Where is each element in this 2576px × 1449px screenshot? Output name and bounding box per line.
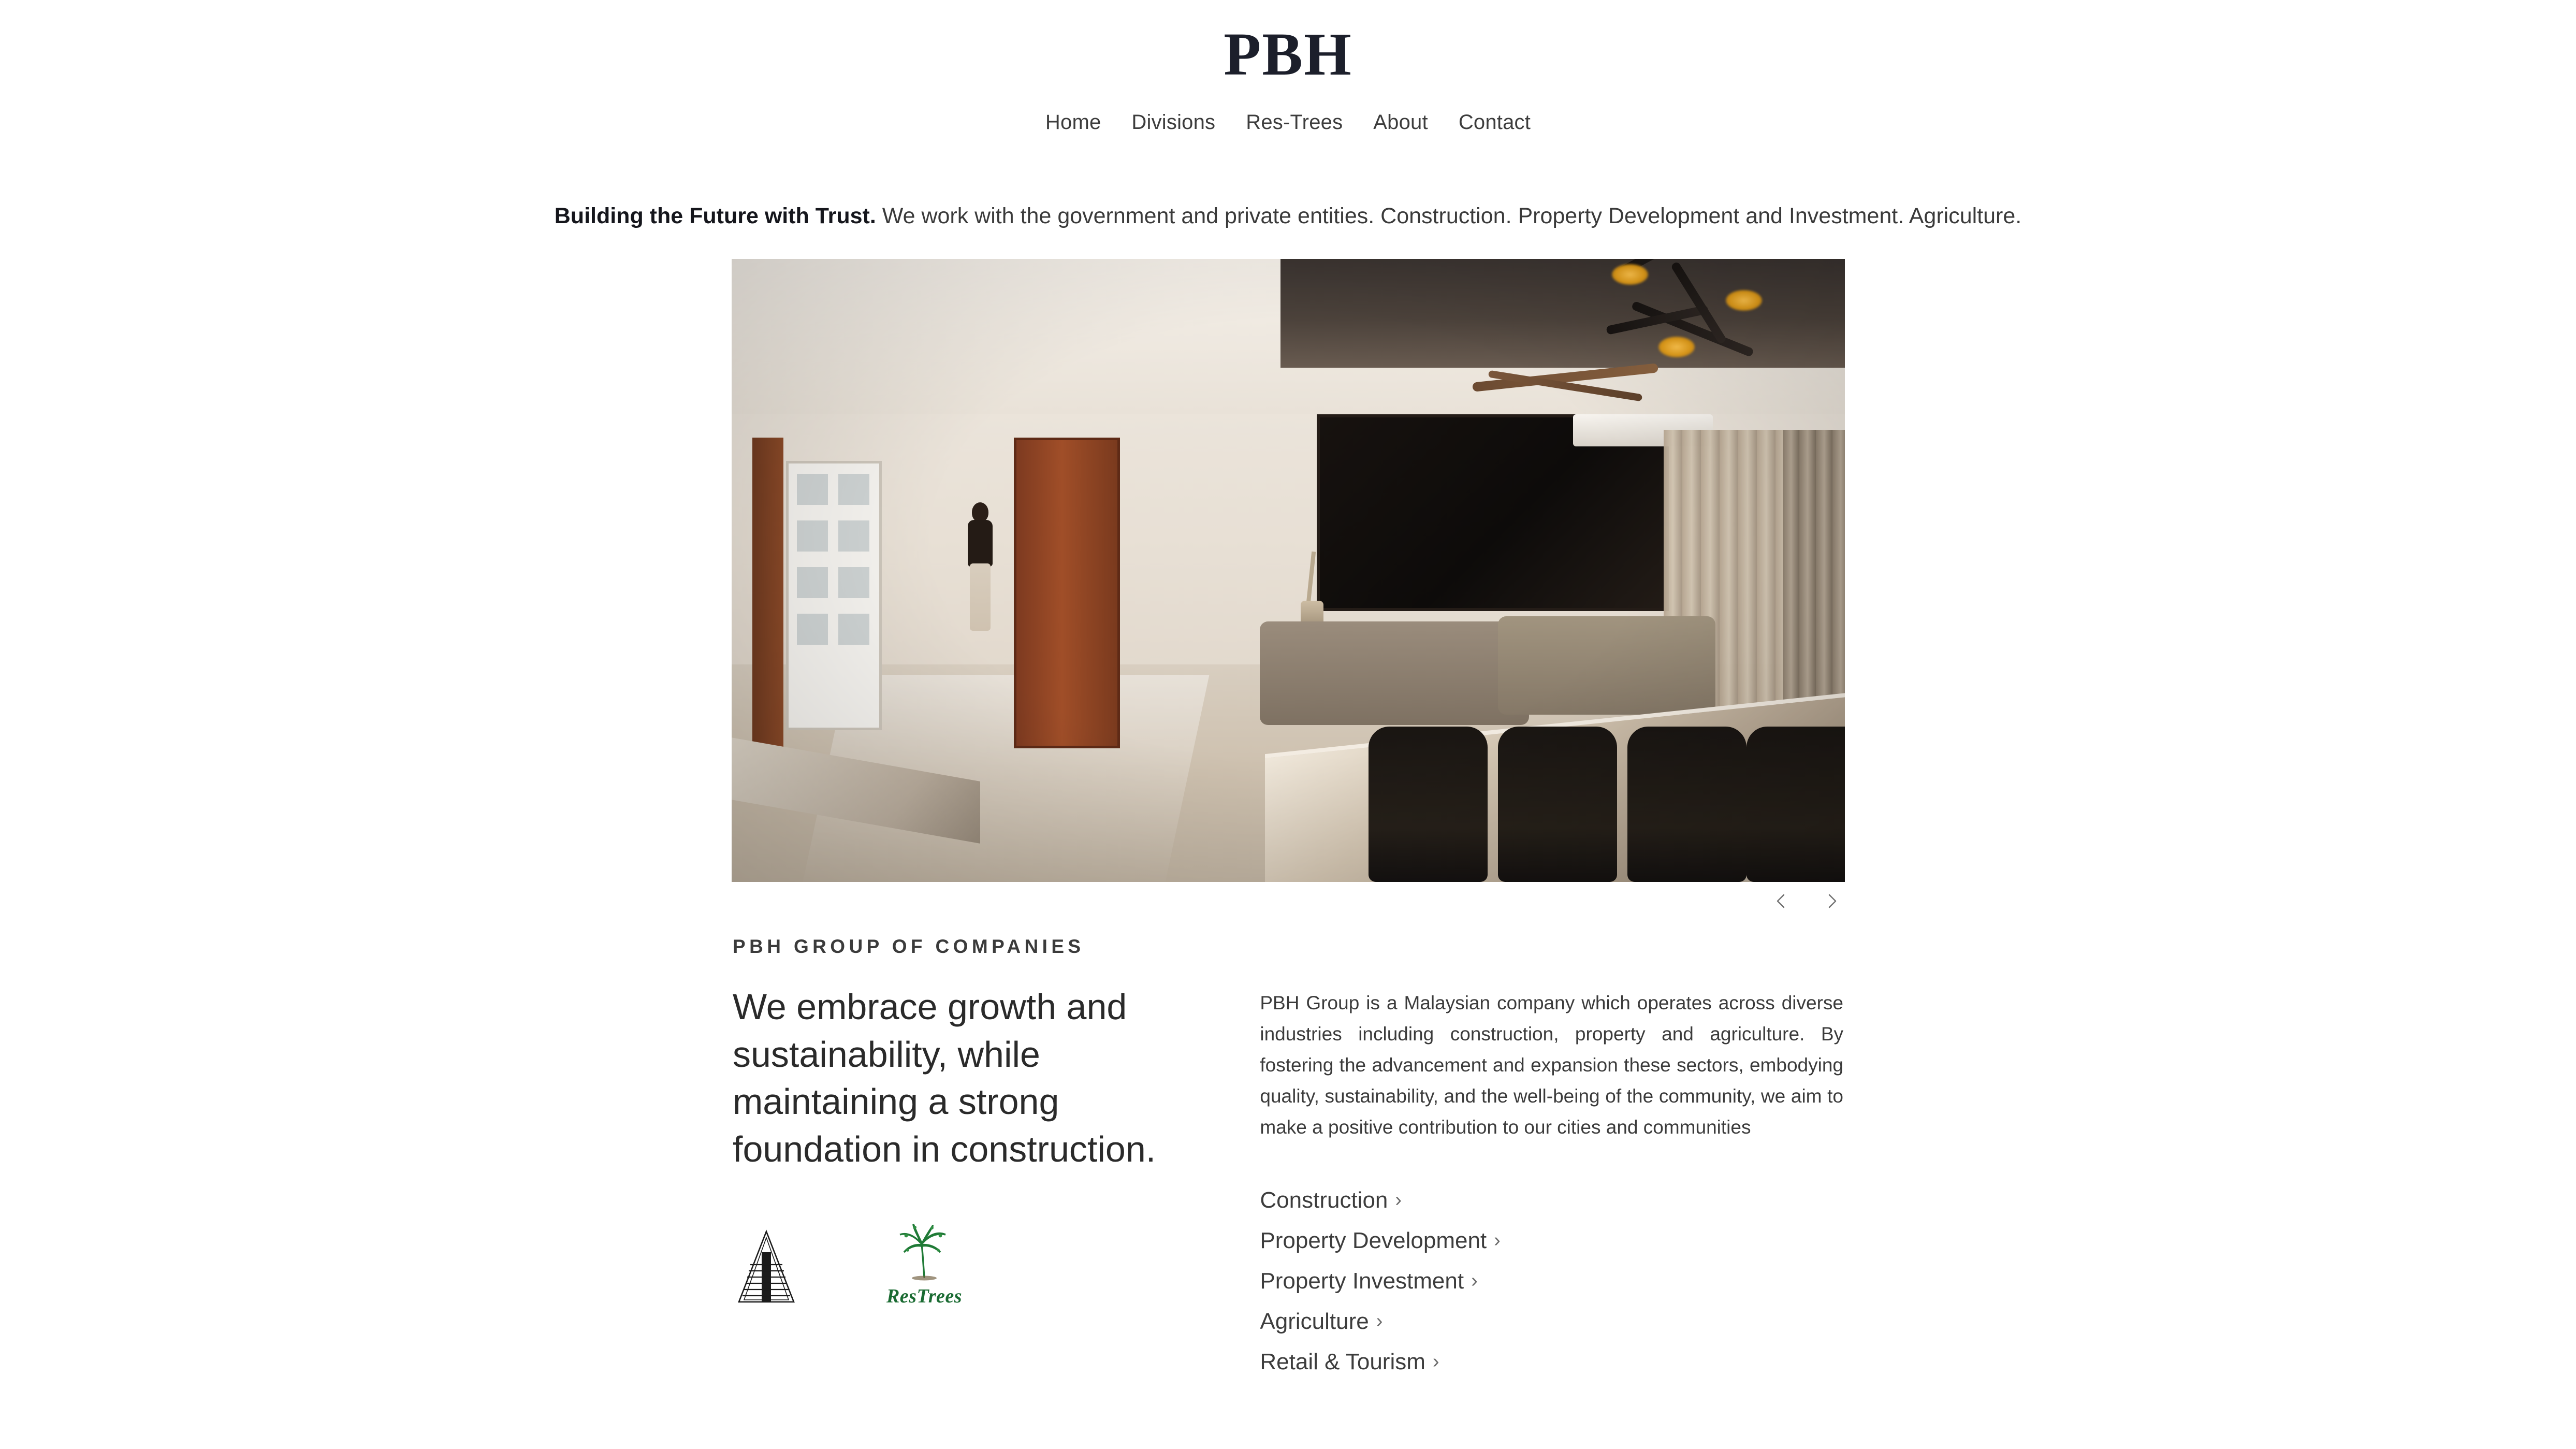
pbh-emblem-logo[interactable] bbox=[733, 1228, 800, 1306]
wooden-entrance-door bbox=[1014, 438, 1120, 748]
site-logo[interactable]: PBH bbox=[1224, 20, 1352, 88]
person-standing bbox=[965, 502, 996, 632]
division-label-construction: Construction bbox=[1260, 1187, 1388, 1213]
division-links bbox=[1260, 1187, 1843, 1375]
dining-chair-4 bbox=[1747, 727, 1845, 882]
chevron-right-icon: › bbox=[1471, 1269, 1478, 1292]
site-header bbox=[0, 0, 2576, 134]
company-logos bbox=[733, 1223, 1177, 1306]
about-right-column bbox=[1260, 983, 1843, 1375]
hero-tagline bbox=[0, 200, 2576, 232]
decorative-vase bbox=[1293, 552, 1330, 629]
chandelier-icon bbox=[1596, 259, 1814, 399]
division-link-construction[interactable] bbox=[1260, 1187, 1402, 1213]
nav-item-divisions[interactable]: Divisions bbox=[1131, 111, 1216, 134]
division-link-agriculture[interactable] bbox=[1260, 1309, 1382, 1335]
division-label-property-development: Property Development bbox=[1260, 1227, 1487, 1253]
about-grid bbox=[733, 983, 1843, 1375]
restrees-wordmark: ResTrees bbox=[886, 1285, 963, 1307]
about-eyebrow: PBH GROUP OF COMPANIES bbox=[733, 936, 1085, 958]
sofa-right bbox=[1498, 616, 1715, 715]
chevron-right-icon[interactable] bbox=[1820, 890, 1843, 912]
dining-chair-3 bbox=[1627, 727, 1747, 882]
division-label-retail-tourism: Retail & Tourism bbox=[1260, 1349, 1425, 1374]
chevron-left-icon[interactable] bbox=[1770, 890, 1793, 912]
chevron-right-icon: › bbox=[1395, 1189, 1402, 1211]
chevron-right-icon: › bbox=[1494, 1229, 1501, 1251]
division-link-property-investment[interactable] bbox=[1260, 1268, 1477, 1294]
about-section bbox=[0, 936, 2576, 1375]
chevron-right-icon: › bbox=[1432, 1350, 1439, 1372]
white-panel-door bbox=[786, 461, 882, 730]
division-label-property-investment: Property Investment bbox=[1260, 1268, 1464, 1294]
door-frame bbox=[752, 438, 783, 748]
sofa-left bbox=[1260, 621, 1529, 725]
about-left-column bbox=[733, 983, 1177, 1375]
nav-item-about[interactable]: About bbox=[1373, 111, 1428, 134]
dining-chair-1 bbox=[1369, 727, 1488, 882]
slider-controls bbox=[1770, 890, 1843, 912]
nav-item-contact[interactable]: Contact bbox=[1458, 111, 1531, 134]
chevron-right-icon: › bbox=[1376, 1310, 1383, 1332]
main-navigation bbox=[0, 111, 2576, 134]
hero-slider bbox=[732, 259, 1845, 882]
about-body-text: PBH Group is a Malaysian company which operates across diverse industries including construction, property and agriculture. By fostering the advancement and expansion these sectors, embodying quality, sustainability, and the well-being of the community, we aim to make a positive contribution to our cities and communities bbox=[1260, 992, 1843, 1138]
tagline-strong: Building the Future with Trust. bbox=[554, 204, 876, 228]
nav-item-home[interactable]: Home bbox=[1045, 111, 1101, 134]
restrees-logo[interactable] bbox=[872, 1223, 976, 1306]
dining-chair-2 bbox=[1498, 727, 1617, 882]
tagline-rest: We work with the government and private entities. Construction. Property Development and Investment. Agriculture. bbox=[876, 204, 2022, 228]
nav-item-res-trees[interactable]: Res-Trees bbox=[1246, 111, 1343, 134]
division-link-retail-tourism[interactable] bbox=[1260, 1349, 1439, 1375]
hero-slide-image[interactable] bbox=[732, 259, 1845, 882]
about-heading: We embrace growth and sustainability, while maintaining a strong foundation in construction. bbox=[733, 987, 1156, 1170]
division-label-agriculture: Agriculture bbox=[1260, 1308, 1369, 1334]
division-link-property-development[interactable] bbox=[1260, 1228, 1500, 1254]
